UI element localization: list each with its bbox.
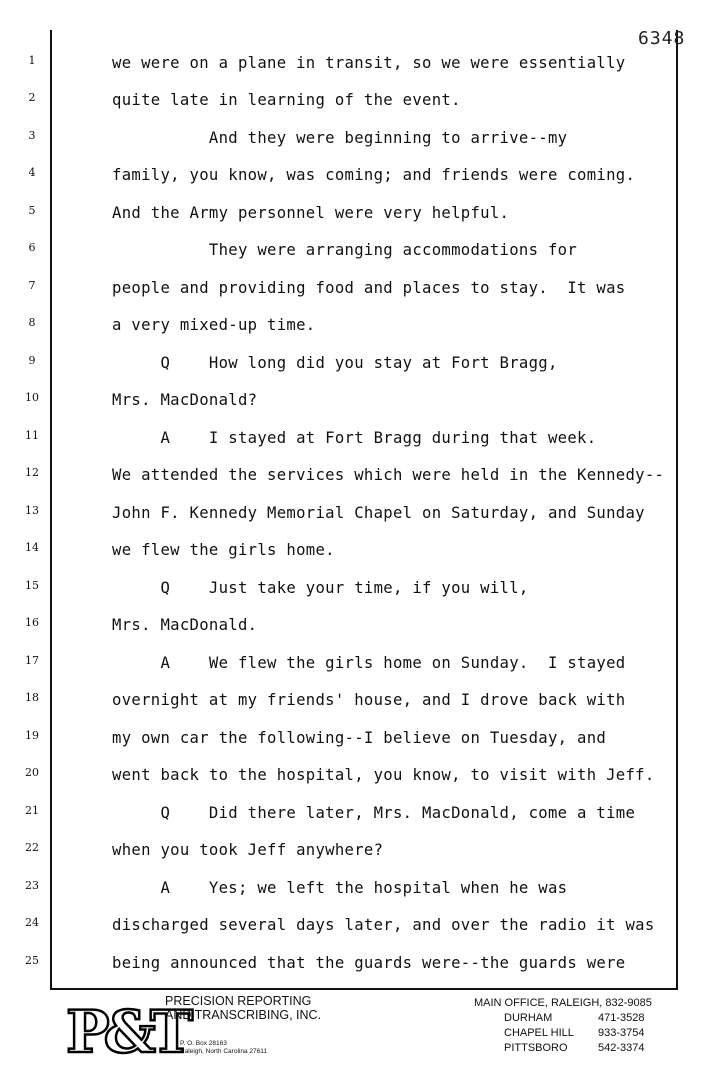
transcript-line: Mrs. MacDonald? [112,391,258,409]
transcript-line: people and providing food and places to stay. It was [112,279,626,297]
office-name: DURHAM [504,1012,553,1024]
transcript-line: quite late in learning of the event. [112,91,461,109]
transcript-line: Q How long did you stay at Fort Bragg, [112,354,558,372]
transcript-line: my own car the following--I believe on Tuesday, and [112,729,607,747]
pobox-line-1: P. O. Box 28163 [180,1040,227,1047]
transcript-line: Q Just take your time, if you will, [112,579,529,597]
transcript-line: Q Did there later, Mrs. MacDonald, come a time [112,804,636,822]
line-number: 7 [28,279,36,292]
company-logo [64,996,188,1066]
line-number: 4 [28,166,36,179]
line-number: 19 [25,729,39,742]
line-number: 22 [25,841,39,854]
line-number: 25 [25,954,39,967]
transcript-line: A I stayed at Fort Bragg during that week. [112,429,597,447]
line-number: 12 [25,466,39,479]
transcript-line: A We flew the girls home on Sunday. I stayed [112,654,626,672]
transcript-line: discharged several days later, and over the radio it was [112,916,655,934]
office-name: CHAPEL HILL [504,1027,574,1039]
transcript-line: when you took Jeff anywhere? [112,841,384,859]
line-number: 9 [28,354,36,367]
line-number: 23 [25,879,39,892]
line-number: 3 [28,129,36,142]
transcript-line: being announced that the guards were--the guards were [112,954,626,972]
line-number: 21 [25,804,39,817]
line-number: 17 [25,654,39,667]
office-phone: 471-3528 [598,1012,645,1024]
logo-text: P&T [66,998,188,1066]
po-box [180,1040,267,1056]
transcript-line: a very mixed-up time. [112,316,316,334]
company-line-2: AND TRANSCRIBING, INC. [165,1008,322,1022]
line-number: 8 [28,316,36,329]
transcript-line: John F. Kennedy Memorial Chapel on Saturday, and Sunday [112,504,645,522]
line-number: 14 [25,541,39,554]
company-line-1: PRECISION REPORTING [165,994,312,1008]
line-number: 13 [25,504,39,517]
page-number: 6348 [638,28,686,49]
office-listing [474,996,652,1056]
office-row [474,1026,652,1041]
transcript-line: They were arranging accommodations for [112,241,578,259]
pobox-line-2: Raleigh, North Carolina 27611 [180,1048,267,1055]
transcript-line: And the Army personnel were very helpful. [112,204,510,222]
office-row [474,1011,652,1026]
transcript-line: went back to the hospital, you know, to visit with Jeff. [112,766,655,784]
line-number: 15 [25,579,39,592]
office-name: PITTSBORO [504,1042,568,1054]
office-row [474,1041,652,1056]
line-number: 6 [28,241,36,254]
transcript-line: overnight at my friends' house, and I drove back with [112,691,626,709]
line-number: 11 [25,429,39,442]
line-number: 24 [25,916,39,929]
transcript-line: Mrs. MacDonald. [112,616,258,634]
transcript-line: We attended the services which were held in the Kennedy-- [112,466,665,484]
line-number: 20 [25,766,39,779]
line-number: 1 [28,54,36,67]
transcript-line: And they were beginning to arrive--my [112,129,568,147]
reporter-block [60,992,360,1066]
line-number: 16 [25,616,39,629]
line-number: 2 [28,91,36,104]
transcript-line: A Yes; we left the hospital when he was [112,879,568,897]
line-numbers [0,0,50,1000]
transcript-line: family, you know, was coming; and friends were coming. [112,166,636,184]
transcript-line: we flew the girls home. [112,541,335,559]
office-phone: 542-3374 [598,1042,645,1054]
company-name [165,994,321,1022]
line-number: 5 [28,204,36,217]
transcript-line: we were on a plane in transit, so we were essentially [112,54,626,72]
office-phone: 933-3754 [598,1027,645,1039]
line-number: 10 [25,391,39,404]
line-number: 18 [25,691,39,704]
main-office: MAIN OFFICE, RALEIGH, 832-9085 [474,997,652,1009]
